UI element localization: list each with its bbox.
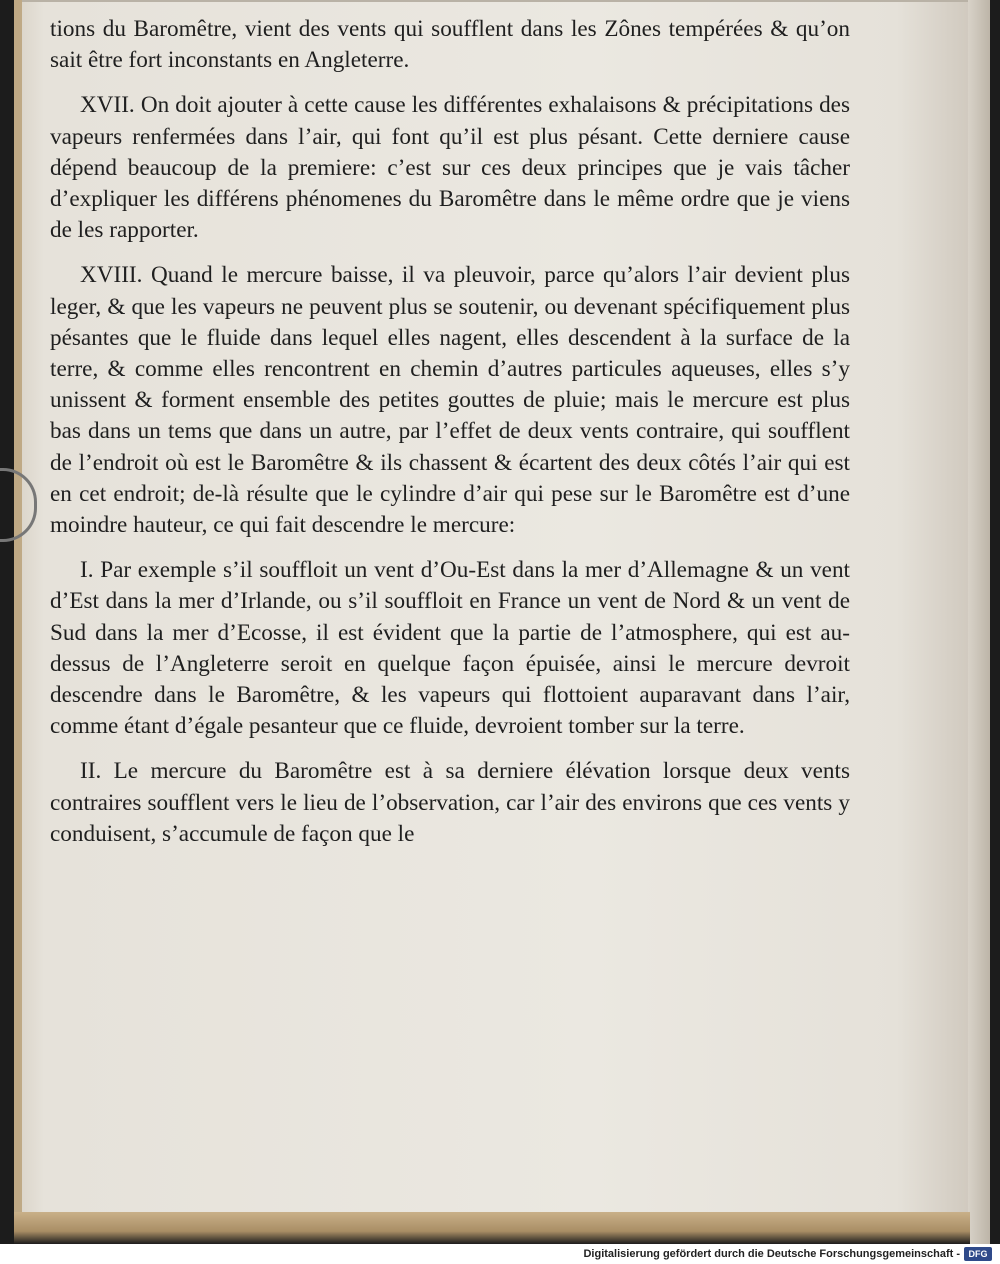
paragraph-i: I. Par exemple s’il souffloit un vent d’Ou-Est dans la mer d’Allemagne & un vent d’Est dans la mer d’Irlande, ou s’il souffloit en France un vent de Nord & un vent de Sud dans la mer d’Ecosse, il est évident que la partie de l’atmosphere, qui est au-dessus de l’Angleterre seroit en quelque façon épuisée, ainsi le mercure devroit descendre dans le Baromêtre, & les vapeurs qui flottoient auparavant dans l’air, comme étant d’égale pesanteur que ce fluide, devroient tomber sur la terre. xyxy=(50,557,850,740)
paragraph-continuation: tions du Baromêtre, vient des vents qui soufflent dans les Zônes tempérées & qu’on sait être fort inconstants en Angleterre. xyxy=(50,16,850,74)
page-bottom-edge xyxy=(14,1212,970,1244)
paragraph-xviii: XVIII. Quand le mercure baisse, il va pleuvoir, parce qu’alors l’air devient plus leger, & que les vapeurs ne peuvent plus se soutenir, ou devenant spécifiquement plus pésantes que le fluide dans lequel elles nagent, elles descendent à la surface de la terre, & comme elles rencontrent en chemin d’autres particules aqueuses, elles s’y unissent & forment ensemble des petites gouttes de pluie; mais le mercure est plus bas dans un tems que dans un autre, par l’effet de deux vents contraire, qui soufflent de l’endroit où est le Baromêtre & ils chassent & écartent des deux côtés l’air qui est en cet endroit; de-là résulte que le cylindre d’air qui pese sur le Baromêtre est d’une moindre hauteur, ce qui fait descendre le mercure: xyxy=(50,262,850,539)
page-text xyxy=(50,14,850,850)
page-right-edge xyxy=(968,0,990,1244)
paragraph-ii: II. Le mercure du Baromêtre est à sa derniere élévation lorsque deux vents contraires soufflent vers le lieu de l’observation, car l’air des environs que ces vents y conduisent, s’accumule de façon que le xyxy=(50,758,850,847)
page-left-edge xyxy=(14,0,22,1244)
footer-credit: Digitalisierung gefördert durch die Deutsche Forschungsgemeinschaft - xyxy=(583,1248,960,1260)
dfg-logo-icon: DFG xyxy=(964,1247,992,1261)
paragraph-xvii: XVII. On doit ajouter à cette cause les différentes exhalaisons & précipitations des vapeurs renfermées dans l’air, qui font qu’il est plus pésant. Cette derniere cause dépend beaucoup de la premiere: c’est sur ces deux principes que je vais tâcher d’expliquer les différens phénomenes du Baromêtre dans le même ordre que je viens de les rapporter. xyxy=(50,92,850,244)
footer-bar xyxy=(0,1244,1000,1264)
